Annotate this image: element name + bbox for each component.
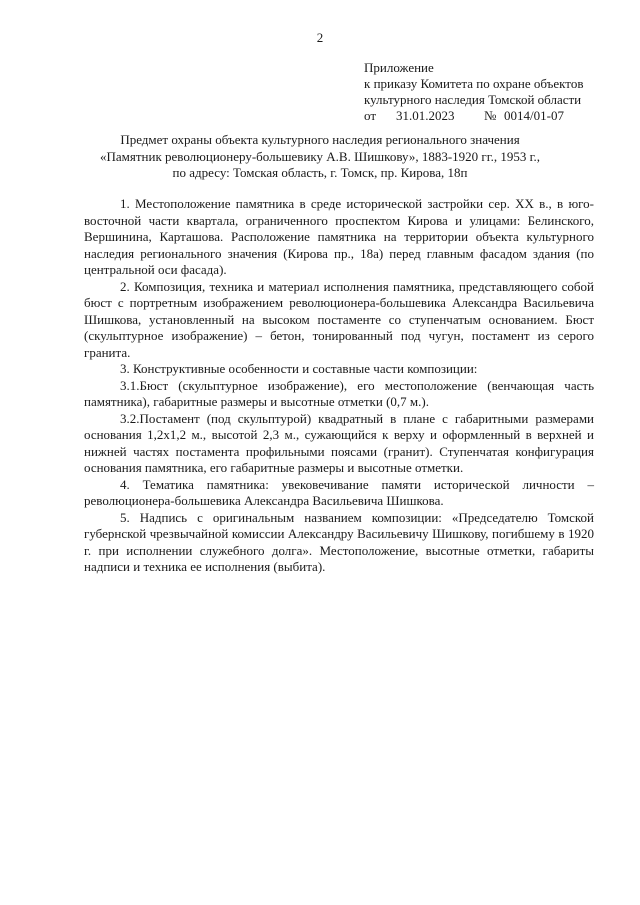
paragraph-composition: 2. Композиция, техника и материал исполнения памятника, представляющего собой бюст с портретным изображением революционера-большевика Александра Васильевича Шишкова, установленный на высоком постаменте со ступенчатым основанием. Бюст (скульптурное изображение) – бетон, тонированный под чугун, постамент из серого гранита. [84, 278, 594, 360]
appendix-block [364, 60, 614, 124]
paragraph-pedestal: 3.2.Постамент (под скульптурой) квадратный в плане с габаритными размерами основания 1,2х1,2 м., высотой 2,3 м., сужающийся к верху и оформленный в верхней и нижней частях постамента профильными поясами (гранит). Ступенчатая конфигурация основания памятника, его габаритные размеры и высотные отметки. [84, 410, 594, 475]
document-title [60, 132, 580, 182]
appendix-reference [364, 108, 614, 124]
paragraph-structure: 3. Конструктивные особенности и составные части композиции: [120, 361, 478, 376]
paragraph-theme: 4. Тематика памятника: увековечивание памяти исторической личности – революционера-большевика Александра Васильевича Шишкова. [84, 476, 594, 508]
paragraph-location: 1. Местоположение памятника в среде исторической застройки сер. XX в., в юго-восточной части квартала, ограниченного проспектом Кирова и улицами: Белинского, Вершинина, Карташова. Расположение памятника на территории объекта культурного наследия регионального значения (Кирова пр., 18а) перед главным фасадом здания (по центральной оси фасада). [84, 196, 594, 277]
paragraph-inscription: 5. Надпись с оригинальным названием композиции: «Председателю Томской губернской чрезвычайной комиссии Александру Васильевичу Шишкову, погибшему в 1920 г. при исполнении служебного долга». Местоположение, высотные отметки, габариты надписи и техника ее исполнения (выбита). [84, 509, 594, 574]
appendix-from-label: от [364, 108, 377, 123]
appendix-title: Приложение [364, 60, 434, 75]
title-line-2: «Памятник революционеру-большевику А.В. Шишкову», 1883-1920 гг., 1953 г., [100, 148, 540, 164]
document-body [84, 196, 594, 576]
appendix-order-line1: к приказу Комитета по охране объектов [364, 76, 584, 91]
title-line-3: по адресу: Томская область, г. Томск, пр. Кирова, 18п [172, 165, 468, 180]
appendix-number: 0014/01-07 [504, 108, 564, 123]
appendix-number-label: № [484, 108, 497, 123]
title-line-1: Предмет охраны объекта культурного наследия регионального значения [120, 132, 520, 147]
page-number: 2 [316, 30, 324, 45]
appendix-order-line2: культурного наследия Томской области [364, 92, 582, 107]
paragraph-bust: 3.1.Бюст (скульптурное изображение), его местоположение (венчающая часть памятника), габаритные размеры и высотные отметки (0,7 м.). [84, 377, 594, 409]
appendix-date: 31.01.2023 [396, 108, 455, 123]
